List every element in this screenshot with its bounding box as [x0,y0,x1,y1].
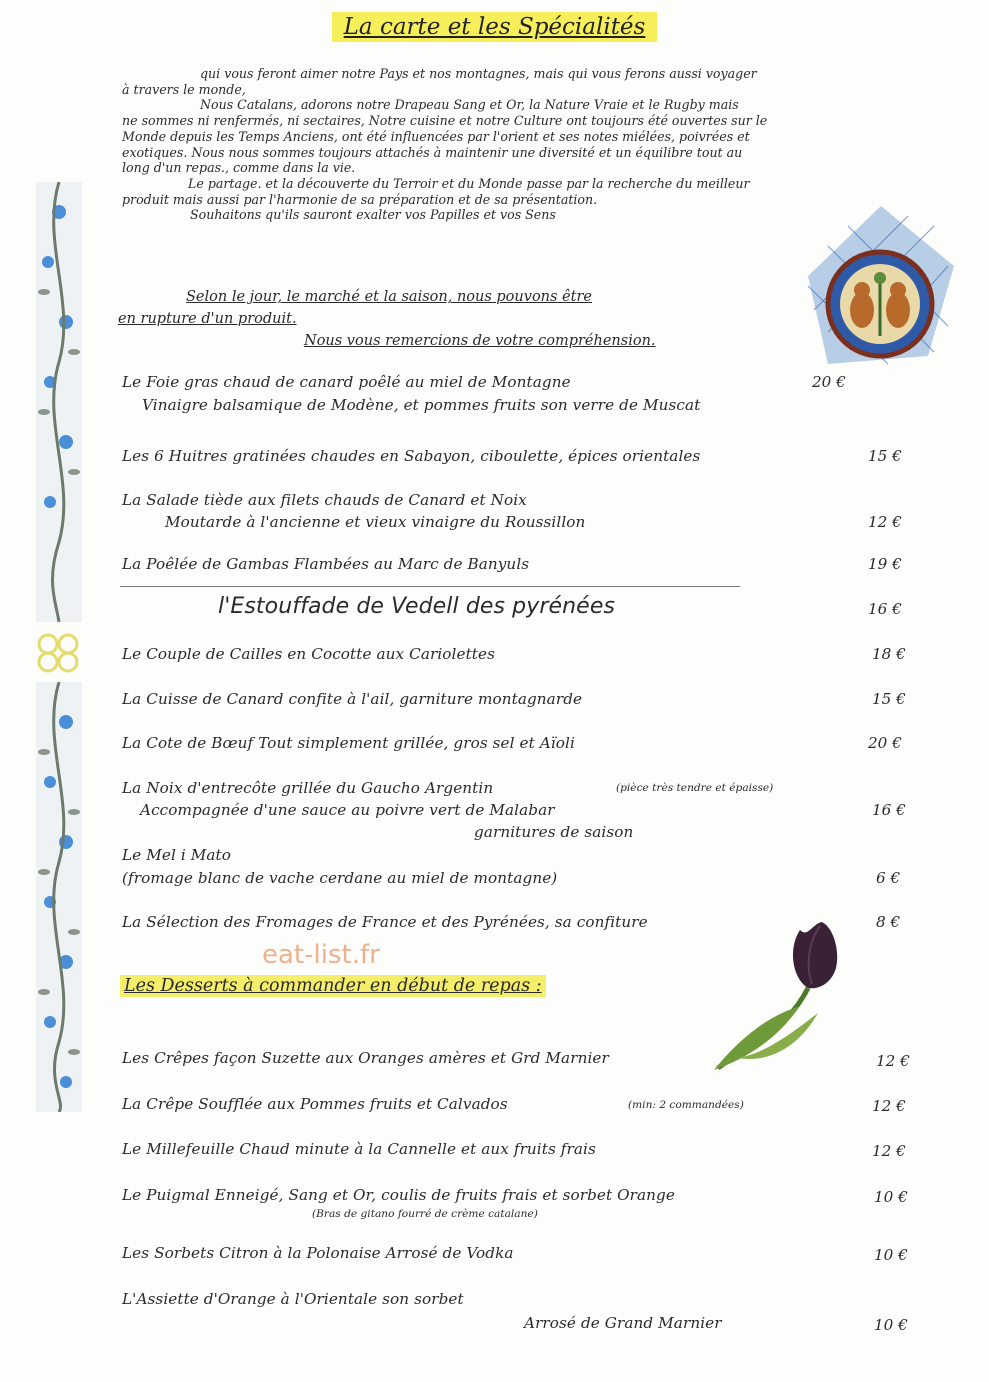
menu-item-price: 15 € [868,447,902,465]
menu-item-line: garnitures de saison [474,823,634,841]
menu-item-line: Le Mel i Mato [122,846,231,864]
menu-item-price: 18 € [872,645,906,663]
menu-item-price: 6 € [876,869,901,887]
watermark: eat-list.fr [262,940,380,970]
dessert-item-price: 10 € [874,1188,908,1206]
notice-line: Selon le jour, le marché et la saison, nous pouvons être [186,289,592,305]
intro-line: qui vous feront aimer notre Pays et nos montagnes, mais qui vous ferons aussi voyager [200,66,757,81]
menu-item-price: 16 € [868,600,902,618]
notice-line: Nous vous remercions de votre compréhension. [304,333,656,349]
dessert-item-price: 10 € [874,1246,908,1264]
menu-item-line: La Cuisse de Canard confite à l'ail, garniture montagnarde [122,690,583,708]
intro-text [118,66,928,223]
stained-glass-emblem [808,206,954,366]
intro-line: produit mais aussi par l'harmonie de sa préparation et de sa présentation. [122,191,598,207]
menu-item-line: La Salade tiède aux filets chauds de Canard et Noix [122,491,527,509]
intro-line: long d'un repas., comme dans la vie. [122,160,356,176]
menu-item-price: 12 € [868,513,902,531]
divider-line [120,586,740,587]
menu-item-line: (fromage blanc de vache cerdane au miel de montagne) [122,869,558,887]
menu-item-line: Le Foie gras chaud de canard poêlé au miel de Montagne [122,373,571,391]
intro-line: ne sommes ni renfermés, ni sectaires, Notre cuisine et notre Culture ont toujours été ouvertes sur le [122,113,768,129]
menu-item-line: Vinaigre balsamique de Modène, et pommes fruits son verre de Muscat [142,396,701,414]
dessert-item-price: 10 € [874,1316,908,1334]
menu-item-line: La Cote de Bœuf Tout simplement grillée, gros sel et Aïoli [122,734,575,752]
menu-item-price: 16 € [872,801,906,819]
menu-item-line: Accompagnée d'une sauce au poivre vert de Malabar [140,801,555,819]
menu-item-line: Les 6 Huitres gratinées chaudes en Sabayon, ciboulette, épices orientales [122,447,701,465]
menu-item-note: (pièce très tendre et épaisse) [616,782,774,794]
dessert-item-line: Le Puigmal Enneigé, Sang et Or, coulis de fruits frais et sorbet Orange [122,1186,675,1204]
intro-line: Nous Catalans, adorons notre Drapeau Sang et Or, la Nature Vraie et le Rugby mais [200,97,739,113]
dessert-item-line: La Crêpe Soufflée aux Pommes fruits et Calvados [122,1095,508,1113]
menu-item-line: La Noix d'entrecôte grillée du Gaucho Argentin [122,779,494,797]
menu-item-line: Le Couple de Cailles en Cocotte aux Cariolettes [122,645,495,663]
desserts-heading: Les Desserts à commander en début de repas : [120,975,546,997]
menu-item-price: 20 € [868,734,902,752]
notice-line: en rupture d'un produit. [118,311,297,327]
intro-line: Souhaitons qu'ils sauront exalter vos Papilles et vos Sens [190,207,556,223]
menu-item-line: l'Estouffade de Vedell des pyrénées [218,594,616,619]
menu-item-price: 8 € [876,913,901,931]
dessert-item-price: 12 € [876,1052,910,1070]
dessert-item-line: Le Millefeuille Chaud minute à la Cannelle et aux fruits frais [122,1140,596,1158]
dessert-item-price: 12 € [872,1142,906,1160]
menu-item-line: Moutarde à l'ancienne et vieux vinaigre du Roussillon [165,513,586,531]
menu-title: La carte et les Spécialités [0,14,989,40]
intro-line: Le partage. et la découverte du Terroir et du Monde passe par la recherche du meilleur [188,175,750,191]
dessert-item-line: L'Assiette d'Orange à l'Orientale son sorbet [122,1290,464,1308]
menu-item-price: 19 € [868,555,902,573]
dessert-item-line: Arrosé de Grand Marnier [524,1314,722,1332]
menu-item-line: La Sélection des Fromages de France et des Pyrénées, sa confiture [122,913,648,931]
menu-item-price: 15 € [872,690,906,708]
decorative-border [36,182,82,1112]
dessert-item-line: Les Sorbets Citron à la Polonaise Arrosé de Vodka [122,1244,514,1262]
menu-item-line: La Poêlée de Gambas Flambées au Marc de Banyuls [122,555,530,573]
dessert-item-note: (Bras de gitano fourré de crème catalane) [312,1208,538,1220]
dessert-item-line: Les Crêpes façon Suzette aux Oranges amères et Grd Marnier [122,1049,609,1067]
intro-line: à travers le monde, [122,81,246,97]
dessert-item-note: (min: 2 commandées) [628,1099,744,1111]
tulip-illustration [708,918,858,1078]
intro-line: exotiques. Nous nous sommes toujours attachés à maintenir une diversité et un équilibre tout au [122,144,743,160]
intro-line: Monde depuis les Temps Anciens, ont été influencées par l'orient et ses notes miélées, poivrées et [122,128,750,144]
dessert-item-price: 12 € [872,1097,906,1115]
availability-notice [118,286,758,352]
menu-item-price: 20 € [812,373,846,391]
